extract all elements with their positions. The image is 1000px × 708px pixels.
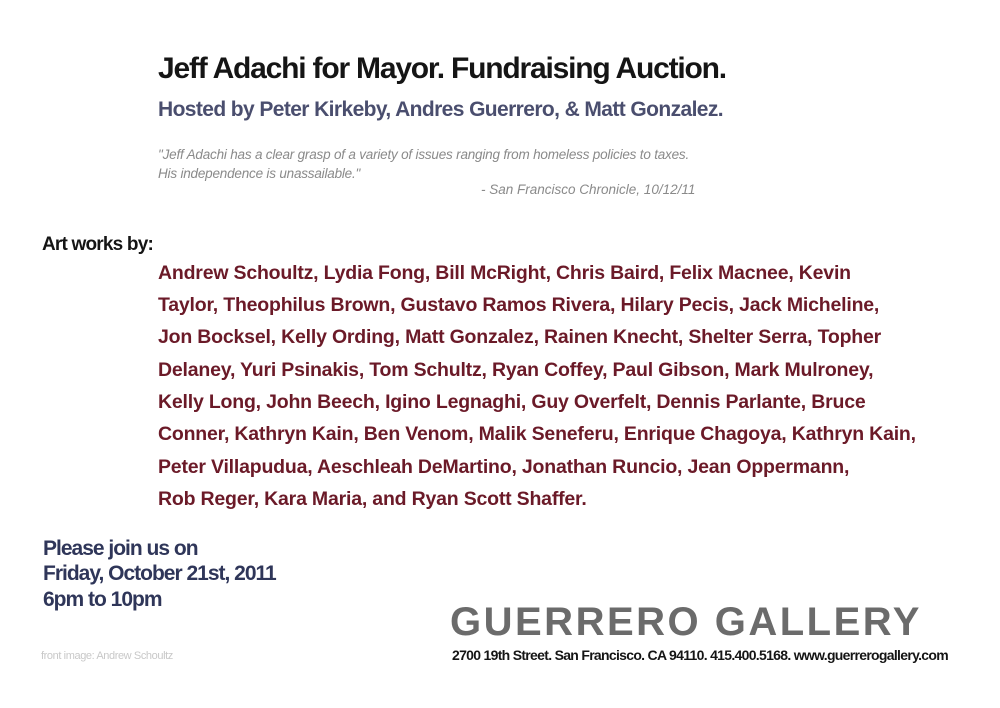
- quote-line-2: His independence is unassailable.": [158, 166, 361, 181]
- artists-line: Delaney, Yuri Psinakis, Tom Schultz, Ryan Coffey, Paul Gibson, Mark Mulroney,: [158, 359, 874, 381]
- artists-label: Art works by:: [42, 234, 154, 255]
- hosts-subtitle: Hosted by Peter Kirkeby, Andres Guerrero, & Matt Gonzalez.: [158, 98, 724, 121]
- artists-line: Peter Villapudua, Aeschleah DeMartino, Jonathan Runcio, Jean Oppermann,: [158, 456, 850, 478]
- artists-line: Taylor, Theophilus Brown, Gustavo Ramos Rivera, Hilary Pecis, Jack Micheline,: [158, 294, 880, 316]
- event-date: Friday, October 21st, 2011: [43, 562, 276, 585]
- invite-line: Please join us on: [43, 537, 198, 560]
- quote-attribution: - San Francisco Chronicle, 10/12/11: [481, 182, 696, 197]
- artists-line: Conner, Kathryn Kain, Ben Venom, Malik Seneferu, Enrique Chagoya, Kathryn Kain,: [158, 423, 916, 445]
- image-credit: front image: Andrew Schoultz: [41, 650, 173, 662]
- quote-line-1: "Jeff Adachi has a clear grasp of a variety of issues ranging from homeless policies to taxes.: [158, 147, 690, 162]
- page-title: Jeff Adachi for Mayor. Fundraising Auction.: [158, 52, 726, 85]
- artists-line: Jon Bocksel, Kelly Ording, Matt Gonzalez, Rainen Knecht, Shelter Serra, Topher: [158, 326, 882, 348]
- artists-line: Kelly Long, John Beech, Igino Legnaghi, Guy Overfelt, Dennis Parlante, Bruce: [158, 391, 866, 413]
- event-time: 6pm to 10pm: [43, 588, 162, 611]
- artists-line: Rob Reger, Kara Maria, and Ryan Scott Shaffer.: [158, 488, 587, 510]
- artists-line: Andrew Schoultz, Lydia Fong, Bill McRight, Chris Baird, Felix Macnee, Kevin: [158, 262, 851, 284]
- gallery-address: 2700 19th Street. San Francisco. CA 94110. 415.400.5168. www.guerrerogallery.com: [452, 647, 948, 663]
- gallery-logo: GUERRERO GALLERY: [450, 600, 922, 644]
